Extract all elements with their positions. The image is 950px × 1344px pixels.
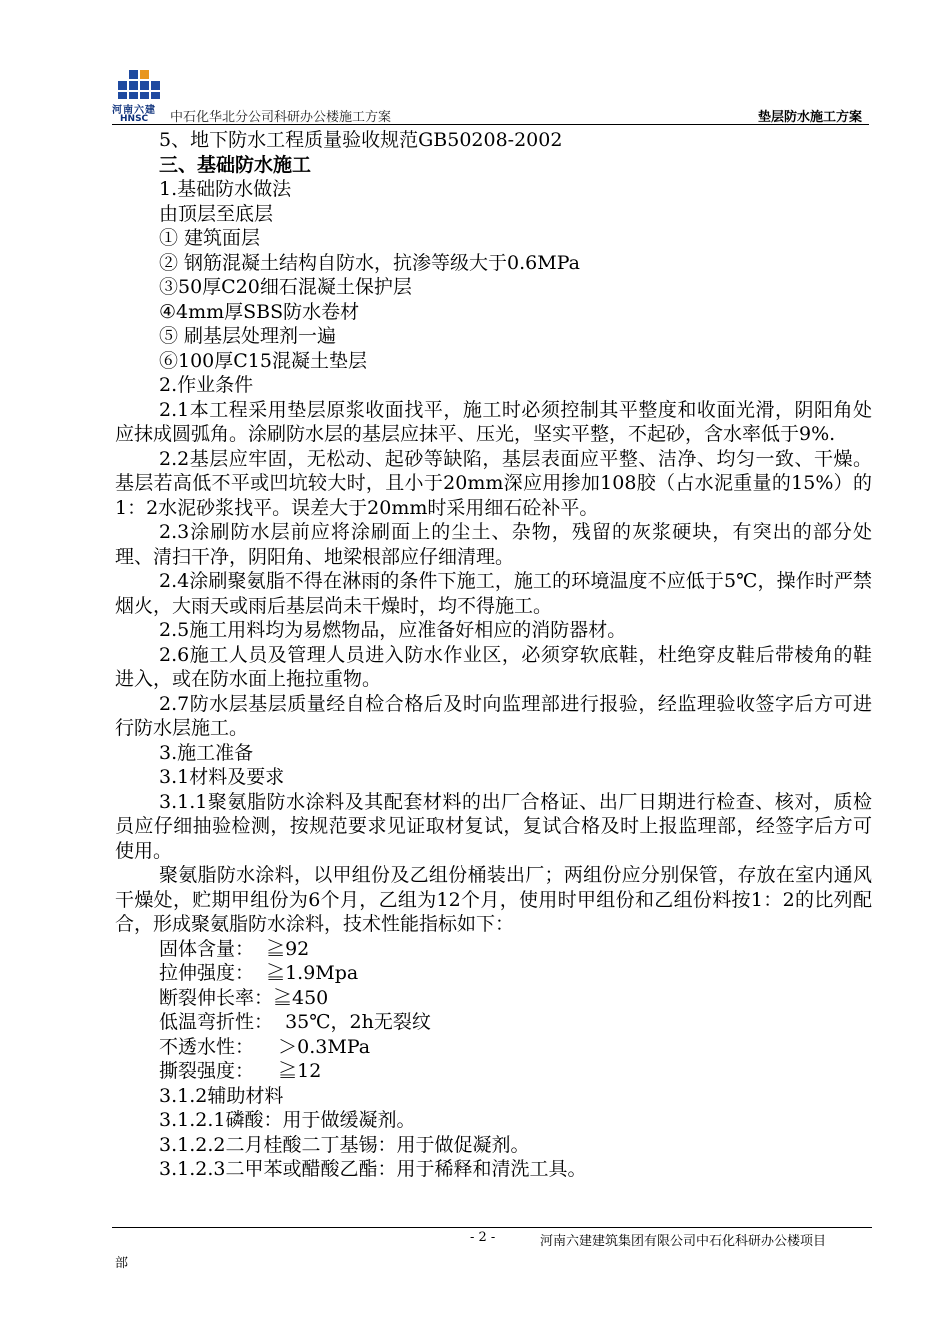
footer-company: 河南六建建筑集团有限公司中石化科研办公楼项目: [540, 1234, 827, 1249]
list-item: ⑤ 刷基层处理剂一遍: [159, 325, 337, 347]
spec-item: 断裂伸长率：≧450: [159, 986, 329, 1009]
paragraph: 2.2基层应牢固，无松动、起砂等缺陷，基层表面应平整、洁净、均匀一致、干燥。基层若高低不平或凹坑较大时，且小于20mm深应用掺加108胶（占水泥重量的15%）的1：2水泥砂浆找平。误差大于20mm时采用细石砼补平。: [115, 447, 872, 519]
list-item: 3.1.2.2二月桂酸二丁基锡：用于做促凝剂。: [159, 1133, 530, 1156]
logo-text-en: HNSC: [120, 114, 149, 124]
subsection-heading: 3.1材料及要求: [159, 766, 285, 788]
section-heading: 三、基础防水施工: [159, 153, 312, 176]
spec-item: 撕裂强度： ≧12: [159, 1060, 322, 1082]
list-item: ② 钢筋混凝土结构自防水，抗渗等级大于0.6MPa: [159, 251, 580, 274]
document-body: [115, 128, 872, 1182]
list-item: 3.1.2.1磷酸：用于做缓凝剂。: [159, 1109, 416, 1131]
spec-item: 不透水性： ＞0.3MPa: [159, 1035, 371, 1058]
spec-item: 低温弯折性： 35℃，2h无裂纹: [159, 1011, 431, 1033]
subsection-heading: 3.施工准备: [159, 741, 254, 764]
paragraph: 2.5施工用料均为易燃物品，应准备好相应的消防器材。: [159, 619, 627, 641]
header-project-title: 中石化华北分公司科研办公楼施工方案: [170, 110, 392, 125]
footer-company-tail: 部: [115, 1256, 129, 1271]
list-item: 3.1.2.3二甲苯或醋酸乙酯：用于稀释和清洗工具。: [159, 1158, 587, 1180]
paragraph: 2.1本工程采用垫层原浆收面找平，施工时必须控制其平整度和收面光滑，阴阳角处应抹成圆弧角。涂刷防水层的基层应抹平、压光，坚实平整，不起砂，含水率低于9%.: [115, 398, 872, 445]
list-item: ⑥100厚C15混凝土垫层: [159, 349, 367, 372]
list-item: ③50厚C20细石混凝土保护层: [159, 276, 412, 298]
text-line: 5、地下防水工程质量验收规范GB50208-2002: [159, 129, 563, 151]
page-number: - 2 -: [470, 1230, 496, 1245]
header-document-title: 垫层防水施工方案: [757, 110, 862, 125]
company-logo: [112, 70, 160, 124]
list-item: ① 建筑面层: [159, 227, 261, 249]
subsection-heading: 3.1.2辅助材料: [159, 1084, 284, 1107]
paragraph: 2.7防水层基层质量经自检合格后及时向监理部进行报验，经监理验收签字后方可进行防水层施工。: [115, 692, 872, 739]
text-line: 由顶层至底层: [159, 202, 274, 225]
paragraph: 3.1.1聚氨脂防水涂料及其配套材料的出厂合格证、出厂日期进行检查、核对，质检员应仔细抽验检测，按规范要求见证取材复试，复试合格及时上报监理部，经签字后方可使用。: [115, 790, 872, 862]
paragraph: 2.6施工人员及管理人员进入防水作业区，必须穿软底鞋，杜绝穿皮鞋后带棱角的鞋进入，或在防水面上拖拉重物。: [115, 643, 872, 690]
spec-item: 固体含量： ≧92: [159, 937, 310, 960]
list-item: ④4mm厚SBS防水卷材: [159, 300, 360, 323]
subsection-heading: 1.基础防水做法: [159, 178, 292, 200]
paragraph: 2.3涂刷防水层前应将涂刷面上的尘土、杂物，残留的灰浆硬块，有突出的部分处理、清扫干净，阴阳角、地梁根部应仔细清理。: [115, 521, 872, 568]
paragraph: 2.4涂刷聚氨脂不得在淋雨的条件下施工，施工的环境温度不应低于5℃，操作时严禁烟火，大雨天或雨后基层尚未干燥时，均不得施工。: [115, 570, 872, 617]
paragraph: 聚氨脂防水涂料，以甲组份及乙组份桶装出厂；两组份应分别保管，存放在室内通风干燥处，贮期甲组份为6个月，乙组为12个月，使用时甲组份和乙组份料按1：2的比列配合，形成聚氨脂防水涂料，技术性能指标如下：: [115, 864, 872, 935]
logo-text-cn: 河南六建: [112, 105, 156, 116]
subsection-heading: 2.作业条件: [159, 374, 254, 396]
spec-item: 拉伸强度： ≧1.9Mpa: [159, 962, 359, 984]
header-divider: [112, 124, 869, 125]
logo-grid-icon: [118, 70, 162, 100]
footer-divider: [112, 1227, 872, 1228]
